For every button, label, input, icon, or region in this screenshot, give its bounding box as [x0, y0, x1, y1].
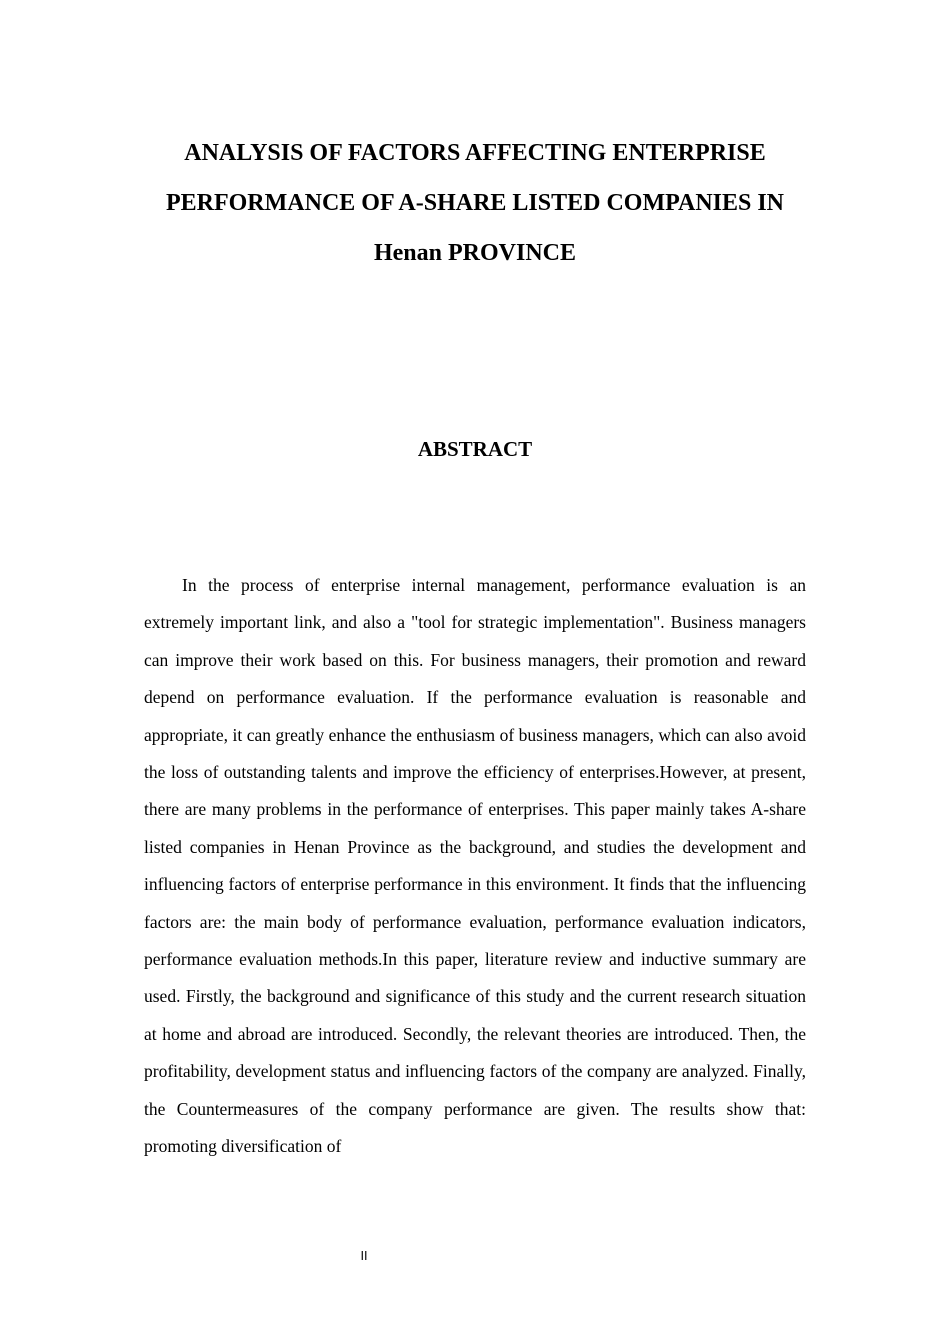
page-number: II: [360, 1249, 368, 1263]
document-title: [130, 128, 820, 278]
title-line-3: Henan PROVINCE: [373, 240, 577, 266]
title-line-1: ANALYSIS OF FACTORS AFFECTING ENTERPRISE: [184, 140, 766, 166]
title-line-2: PERFORMANCE OF A-SHARE LISTED COMPANIES IN: [165, 190, 785, 216]
abstract-heading: ABSTRACT: [417, 437, 533, 461]
abstract-body: In the process of enterprise internal management, performance evaluation is an extremely important link, and also a "tool for strategic implementation". Business managers can improve their work based on this. For business managers, their promotion and reward depend on performance evaluation. If the performance evaluation is reasonable and appropriate, it can greatly enhance the enthusiasm of business managers, which can also avoid the loss of outstanding talents and improve the efficiency of enterprises.However, at present, there are many problems in the performance of enterprises. This paper mainly takes A-share listed companies in Henan Province as the background, and studies the development and influencing factors of enterprise performance in this environment. It finds that the influencing factors are: the main body of performance evaluation, performance evaluation indicators, performance evaluation methods.In this paper, literature review and inductive summary are used. Firstly, the background and significance of this study and the current research situation at home and abroad are introduced. Secondly, the relevant theories are introduced. Then, the profitability, development status and influencing factors of the company are analyzed. Finally, the Countermeasures of the company performance are given. The results show that: promoting diversification of: [144, 575, 806, 1157]
